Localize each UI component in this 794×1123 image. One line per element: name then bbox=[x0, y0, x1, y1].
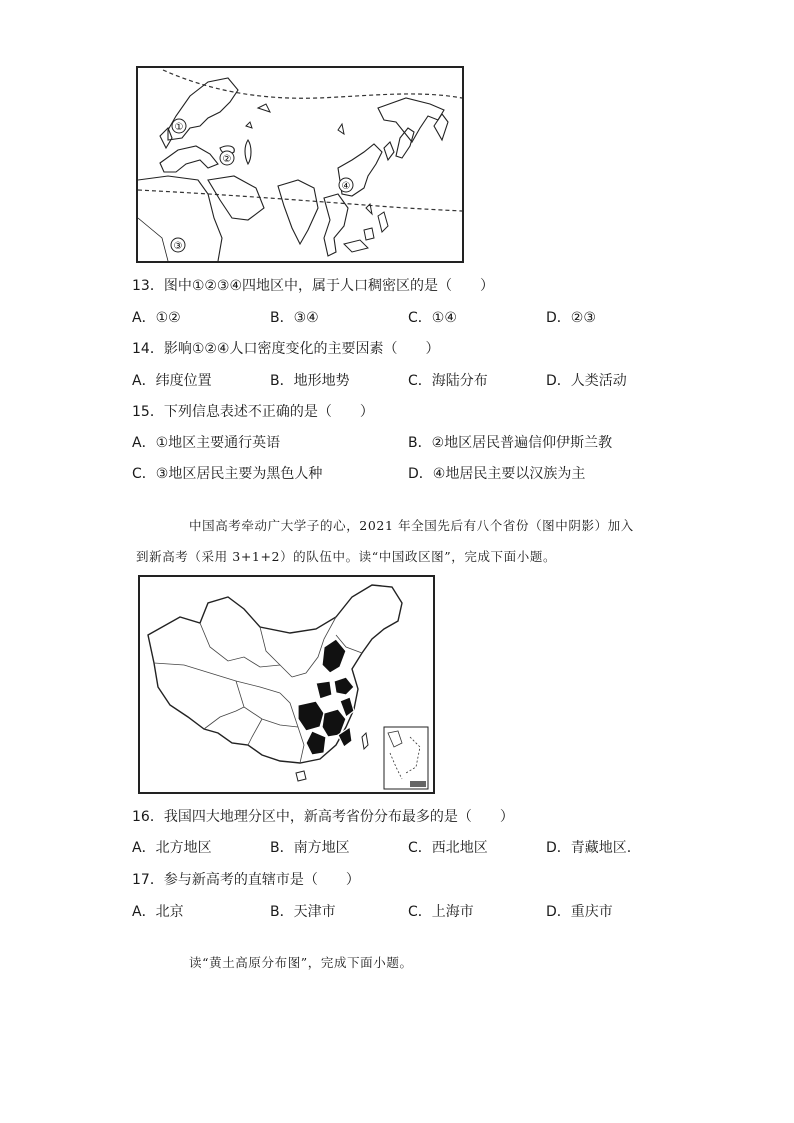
eurasia-map bbox=[136, 66, 464, 263]
q15-option-a[interactable]: A．①地区主要通行英语 bbox=[132, 435, 281, 451]
q16-option-d[interactable]: D．青藏地区. bbox=[546, 840, 632, 856]
china-map-drawing bbox=[140, 577, 433, 792]
question-16-stem: 16．我国四大地理分区中，新高考省份分布最多的是（ ） bbox=[132, 809, 514, 825]
q15-option-b[interactable]: B．②地区居民普遍信仰伊斯兰教 bbox=[408, 435, 613, 451]
svg-text:①: ① bbox=[174, 122, 184, 133]
passage-intro-line-2: 到新高考（采用 3+1+2）的队伍中。读“中国政区图”，完成下面小题。 bbox=[136, 549, 557, 564]
marker-2 bbox=[220, 151, 234, 165]
china-political-map bbox=[138, 575, 435, 794]
q16-option-b[interactable]: B．南方地区 bbox=[270, 840, 350, 856]
q14-option-c[interactable]: C．海陆分布 bbox=[408, 373, 488, 389]
q13-option-c[interactable]: C．①④ bbox=[408, 310, 457, 326]
eurasia-map-drawing bbox=[138, 68, 462, 261]
passage-intro-line-1: 中国高考牵动广大学子的心，2021 年全国先后有八个省份（图中阴影）加入 bbox=[189, 518, 634, 533]
q17-option-a[interactable]: A．北京 bbox=[132, 904, 184, 920]
q14-option-d[interactable]: D．人类活动 bbox=[546, 373, 627, 389]
marker-4 bbox=[339, 178, 353, 192]
q15-option-c[interactable]: C．③地区居民主要为黑色人种 bbox=[132, 466, 323, 482]
question-14-stem: 14．影响①②④人口密度变化的主要因素（ ） bbox=[132, 341, 440, 357]
question-17-stem: 17．参与新高考的直辖市是（ ） bbox=[132, 872, 360, 888]
q13-option-b[interactable]: B．③④ bbox=[270, 310, 319, 326]
q13-option-a[interactable]: A．①② bbox=[132, 310, 181, 326]
svg-text:④: ④ bbox=[341, 181, 351, 192]
q16-option-a[interactable]: A．北方地区 bbox=[132, 840, 212, 856]
q15-option-d[interactable]: D．④地居民主要以汉族为主 bbox=[408, 466, 586, 482]
q17-option-b[interactable]: B．天津市 bbox=[270, 904, 336, 920]
q17-option-c[interactable]: C．上海市 bbox=[408, 904, 474, 920]
q13-option-d[interactable]: D．②③ bbox=[546, 310, 596, 326]
question-15-stem: 15．下列信息表述不正确的是（ ） bbox=[132, 404, 374, 420]
south-china-sea-inset bbox=[384, 727, 428, 789]
q16-option-c[interactable]: C．西北地区 bbox=[408, 840, 488, 856]
marker-1 bbox=[172, 119, 186, 133]
passage-intro-loess: 读“黄土高原分布图”，完成下面小题。 bbox=[189, 955, 413, 970]
q14-option-a[interactable]: A．纬度位置 bbox=[132, 373, 212, 389]
question-13-stem: 13．图中①②③④四地区中，属于人口稠密区的是（ ） bbox=[132, 278, 495, 294]
q17-option-d[interactable]: D．重庆市 bbox=[546, 904, 613, 920]
svg-text:②: ② bbox=[222, 154, 232, 165]
q14-option-b[interactable]: B．地形地势 bbox=[270, 373, 350, 389]
svg-text:③: ③ bbox=[173, 241, 183, 252]
marker-3 bbox=[171, 238, 185, 252]
